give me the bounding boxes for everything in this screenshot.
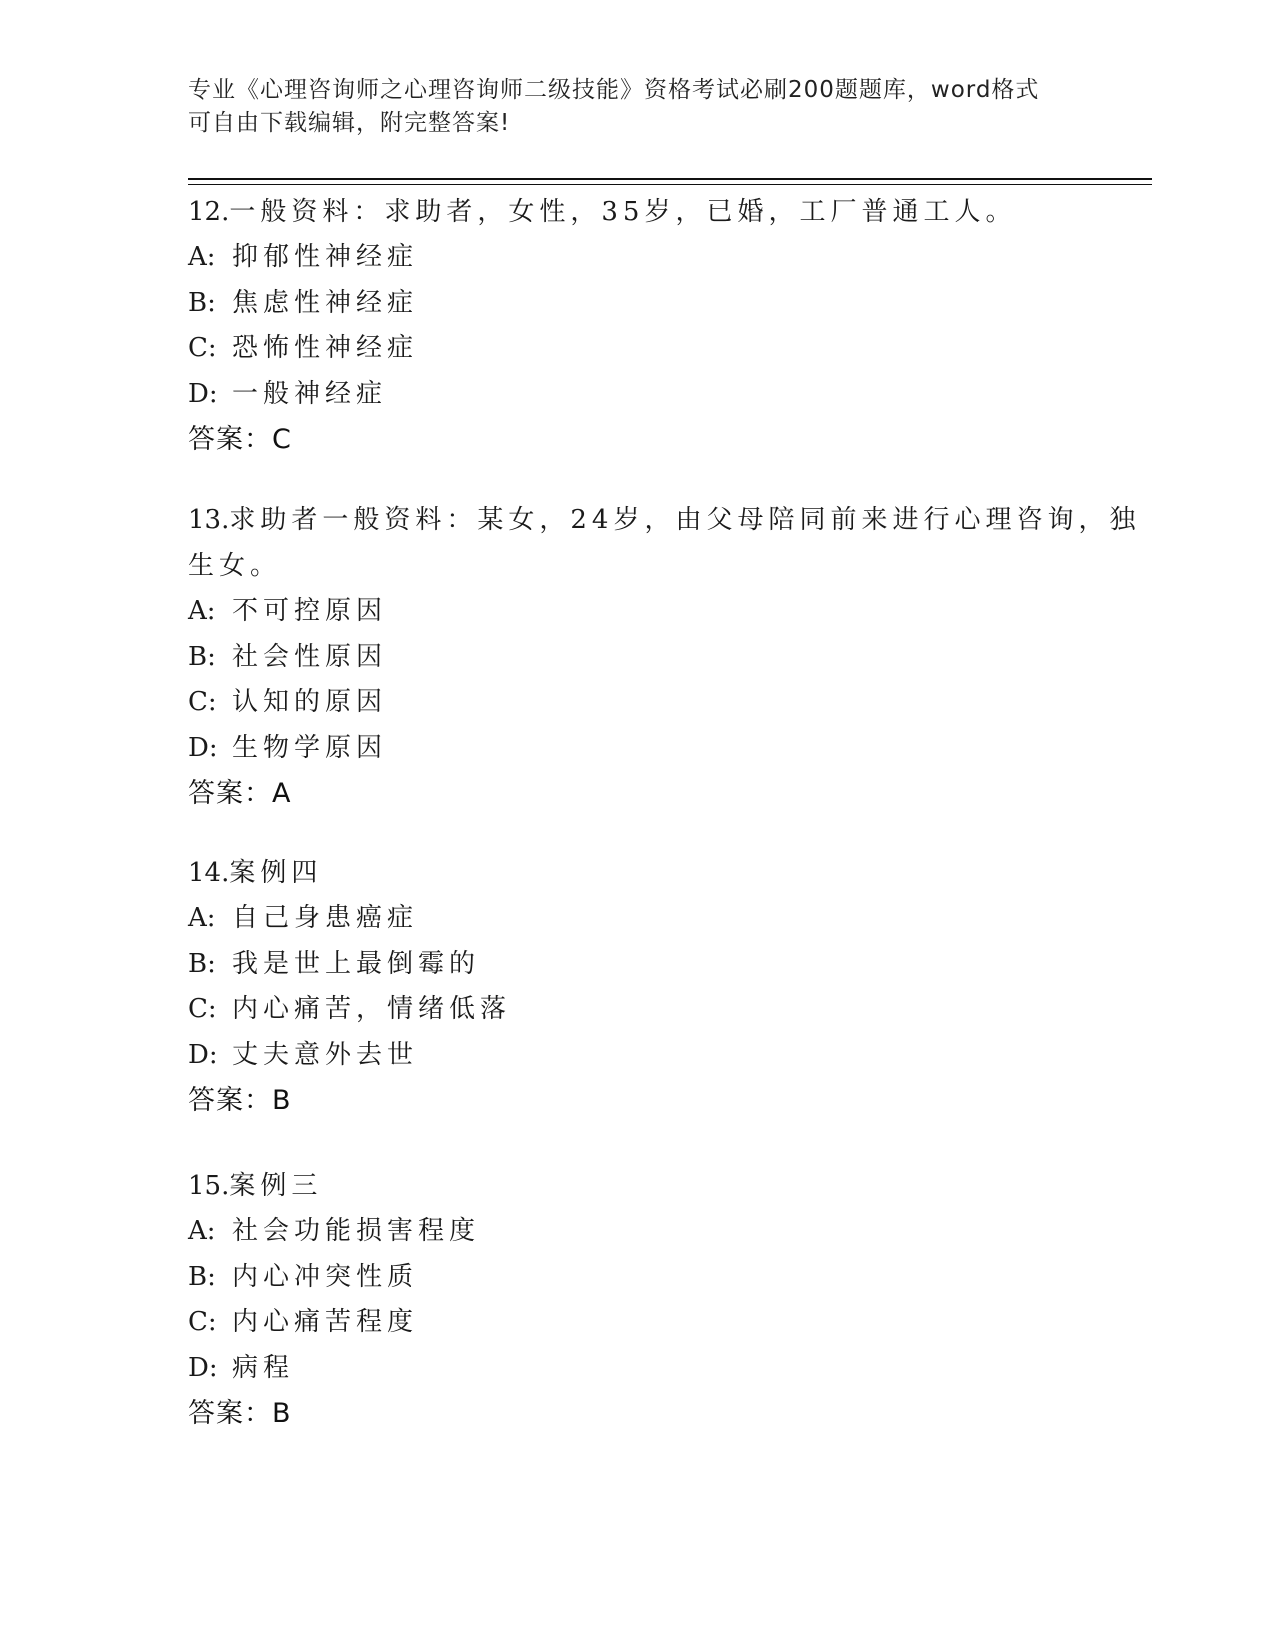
option-c [188,987,1088,1033]
question-number: 12. [188,197,230,227]
option-text: 社会性原因 [232,641,388,672]
option-letter: B: [188,1261,216,1292]
option-text: 内心痛苦，情绪低落 [232,994,512,1024]
option-d [188,1346,1088,1392]
answer-label: 答案： [188,1398,272,1429]
question-stem [188,850,1088,896]
question-stem [188,1163,1088,1209]
option-letter: C: [188,333,217,363]
answer-value: C [272,424,291,455]
option-b [188,1255,1088,1301]
option-d [188,726,1088,772]
answer-value: A [272,778,291,809]
question-number: 15. [188,1171,230,1201]
question-stem-text: 生女。 [188,551,282,581]
option-letter: B: [188,287,216,318]
option-text: 生物学原因 [232,732,388,763]
option-b [188,942,1088,988]
option-text: 认知的原因 [232,687,388,717]
option-text: 内心痛苦程度 [232,1307,419,1337]
option-text: 不可控原因 [232,596,388,626]
question-15 [188,1163,1088,1437]
option-text: 丈夫意外去世 [232,1039,419,1070]
question-stem-text: 案例四 [229,858,323,888]
option-text: 病程 [232,1352,295,1383]
document-header [188,74,1068,140]
option-letter: A: [188,596,216,626]
option-text: 焦虑性神经症 [232,287,419,318]
option-letter: B: [188,948,216,979]
option-b [188,635,1088,681]
option-letter: D: [188,378,218,409]
option-c [188,680,1088,726]
option-text: 内心冲突性质 [232,1261,419,1292]
header-line-1: 专业《心理咨询师之心理咨询师二级技能》资格考试必刷200题题库，word格式 [188,77,1040,103]
question-number: 13. [188,505,230,535]
option-text: 自己身患癌症 [232,903,419,933]
option-letter: A: [188,242,216,272]
question-14 [188,850,1088,1124]
question-stem-continuation [188,543,1088,589]
question-stem [188,497,1141,543]
option-a [188,235,1088,281]
answer-label: 答案： [188,778,272,809]
answer-value: B [272,1398,291,1429]
question-stem [188,189,1088,235]
option-a [188,1209,1088,1255]
option-letter: D: [188,1352,218,1383]
answer-value: B [272,1085,291,1116]
option-b [188,281,1088,327]
option-letter: C: [188,994,217,1024]
option-letter: C: [188,687,217,717]
question-stem-text: 案例三 [229,1171,323,1201]
option-text: 一般神经症 [232,378,388,409]
option-letter: D: [188,732,218,763]
option-text: 我是世上最倒霉的 [232,948,481,979]
option-a [188,896,1088,942]
header-divider [188,178,1152,185]
option-text: 抑郁性神经症 [232,242,419,272]
answer-line [188,771,1088,817]
option-letter: D: [188,1039,218,1070]
answer-line [188,417,1088,463]
question-stem-text: 求助者一般资料：某女，24岁，由父母陪同前来进行心理咨询，独 [229,505,1141,535]
header-line-2: 可自由下载编辑，附完整答案! [188,110,511,136]
answer-label: 答案： [188,1085,272,1116]
option-text: 社会功能损害程度 [232,1216,481,1246]
option-a [188,589,1088,635]
question-12 [188,189,1088,463]
option-c [188,1300,1088,1346]
option-text: 恐怖性神经症 [232,333,419,363]
option-letter: C: [188,1307,217,1337]
answer-label: 答案： [188,424,272,455]
question-number: 14. [188,858,230,888]
answer-line [188,1078,1088,1124]
answer-line [188,1391,1088,1437]
option-letter: A: [188,1216,216,1246]
option-c [188,326,1088,372]
question-stem-text: 一般资料：求助者，女性，35岁，已婚，工厂普通工人。 [229,197,1017,227]
question-13 [188,497,1141,817]
option-letter: B: [188,641,216,672]
option-d [188,372,1088,418]
option-letter: A: [188,903,216,933]
option-d [188,1033,1088,1079]
